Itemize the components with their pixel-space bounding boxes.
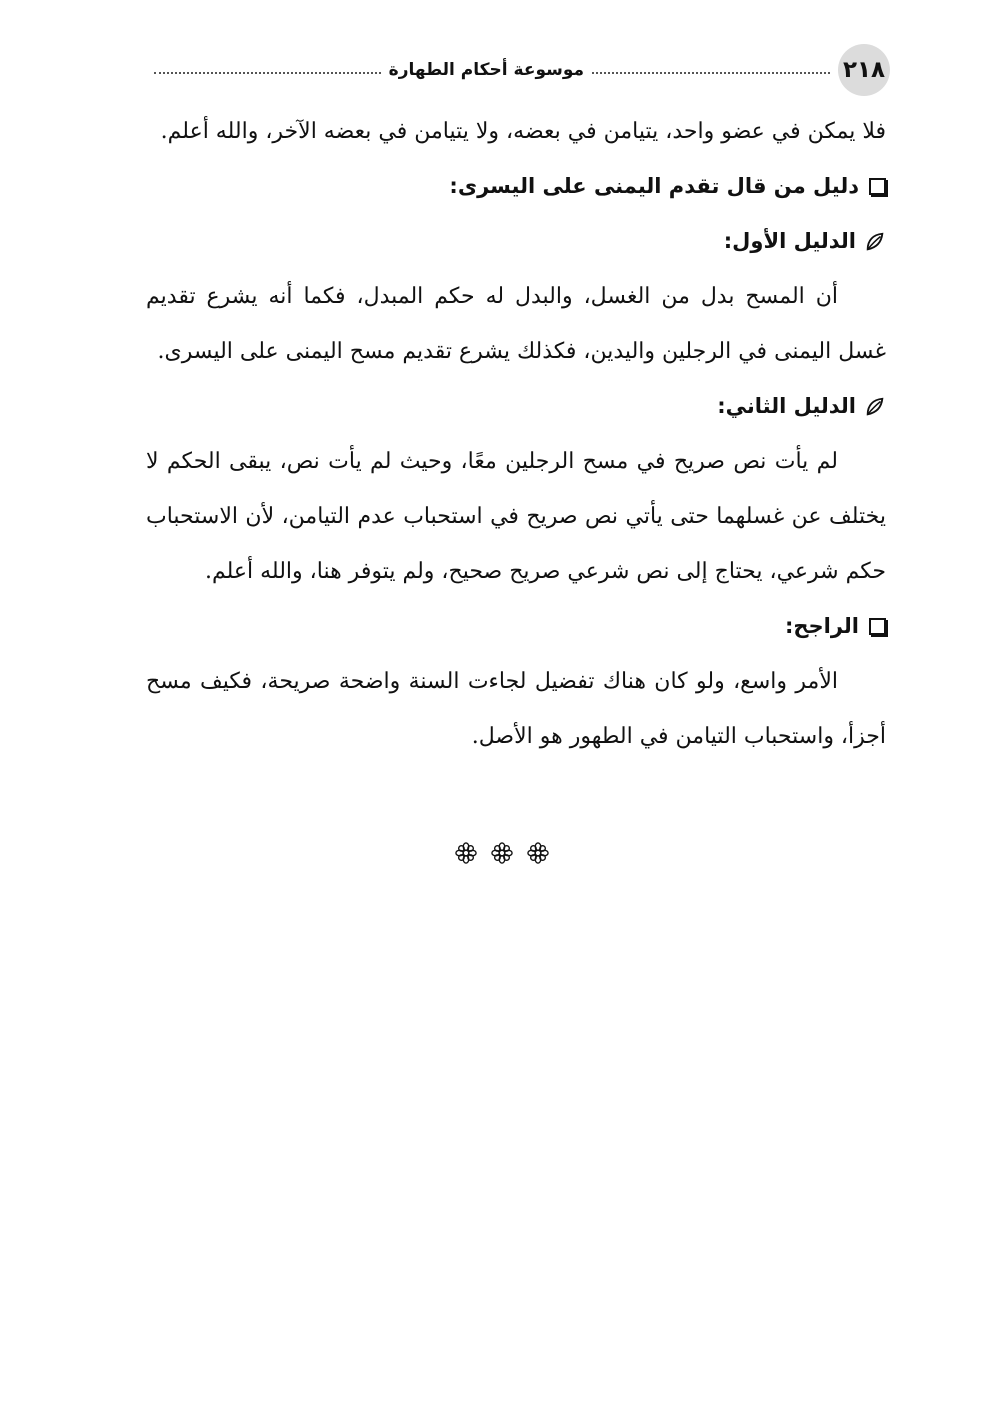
- evidence1-paragraph: أن المسح بدل من الغسل، والبدل له حكم المبدل، فكما أنه يشرع تقديم غسل اليمنى في الرجلين واليدين، فكذلك يشرع تقديم مسح اليمنى على اليسرى.: [146, 284, 886, 364]
- preferred-heading: [146, 599, 886, 654]
- flower-icon: [527, 842, 549, 864]
- header-dotted-rule-right: [592, 72, 830, 74]
- leaf-icon: [864, 231, 886, 253]
- intro-paragraph: فلا يمكن في عضو واحد، يتيامن في بعضه، ولا يتيامن في بعضه الآخر، والله أعلم.: [160, 119, 886, 144]
- page-number: ٢١٨: [838, 44, 890, 96]
- flower-icon: [491, 842, 513, 864]
- checkbox-square-icon: [869, 618, 886, 635]
- closing-ornament: [0, 842, 1004, 864]
- page-content: [146, 104, 886, 764]
- leaf-icon: [864, 396, 886, 418]
- evidence1-heading-text: الدليل الأول:: [723, 229, 856, 253]
- evidence2-heading-text: الدليل الثاني:: [717, 394, 856, 418]
- evidence1-heading: [146, 214, 886, 269]
- header-dotted-rule-left: [154, 72, 381, 74]
- section-heading-text: دليل من قال تقدم اليمنى على اليسرى:: [449, 174, 859, 198]
- flower-icon: [455, 842, 477, 864]
- checkbox-square-icon: [869, 178, 886, 195]
- evidence2-paragraph: لم يأت نص صريح في مسح الرجلين معًا، وحيث لم يأت نص، يبقى الحكم لا يختلف عن غسلهما حتى يأتي نص صريح في استحباب عدم التيامن، لأن الاستحباب حكم شرعي، يحتاج إلى نص شرعي صريح صحيح، ولم يتوفر هنا، والله أعلم.: [146, 449, 886, 584]
- evidence2-heading: [146, 379, 886, 434]
- section-heading: [146, 159, 886, 214]
- preferred-paragraph: الأمر واسع، ولو كان هناك تفضيل لجاءت السنة واضحة صريحة، فكيف مسح أجزأ، واستحباب التيامن في الطهور هو الأصل.: [146, 669, 886, 749]
- book-title: موسوعة أحكام الطهارة: [388, 60, 584, 80]
- preferred-heading-text: الراجح:: [784, 614, 859, 638]
- running-header: [146, 44, 890, 96]
